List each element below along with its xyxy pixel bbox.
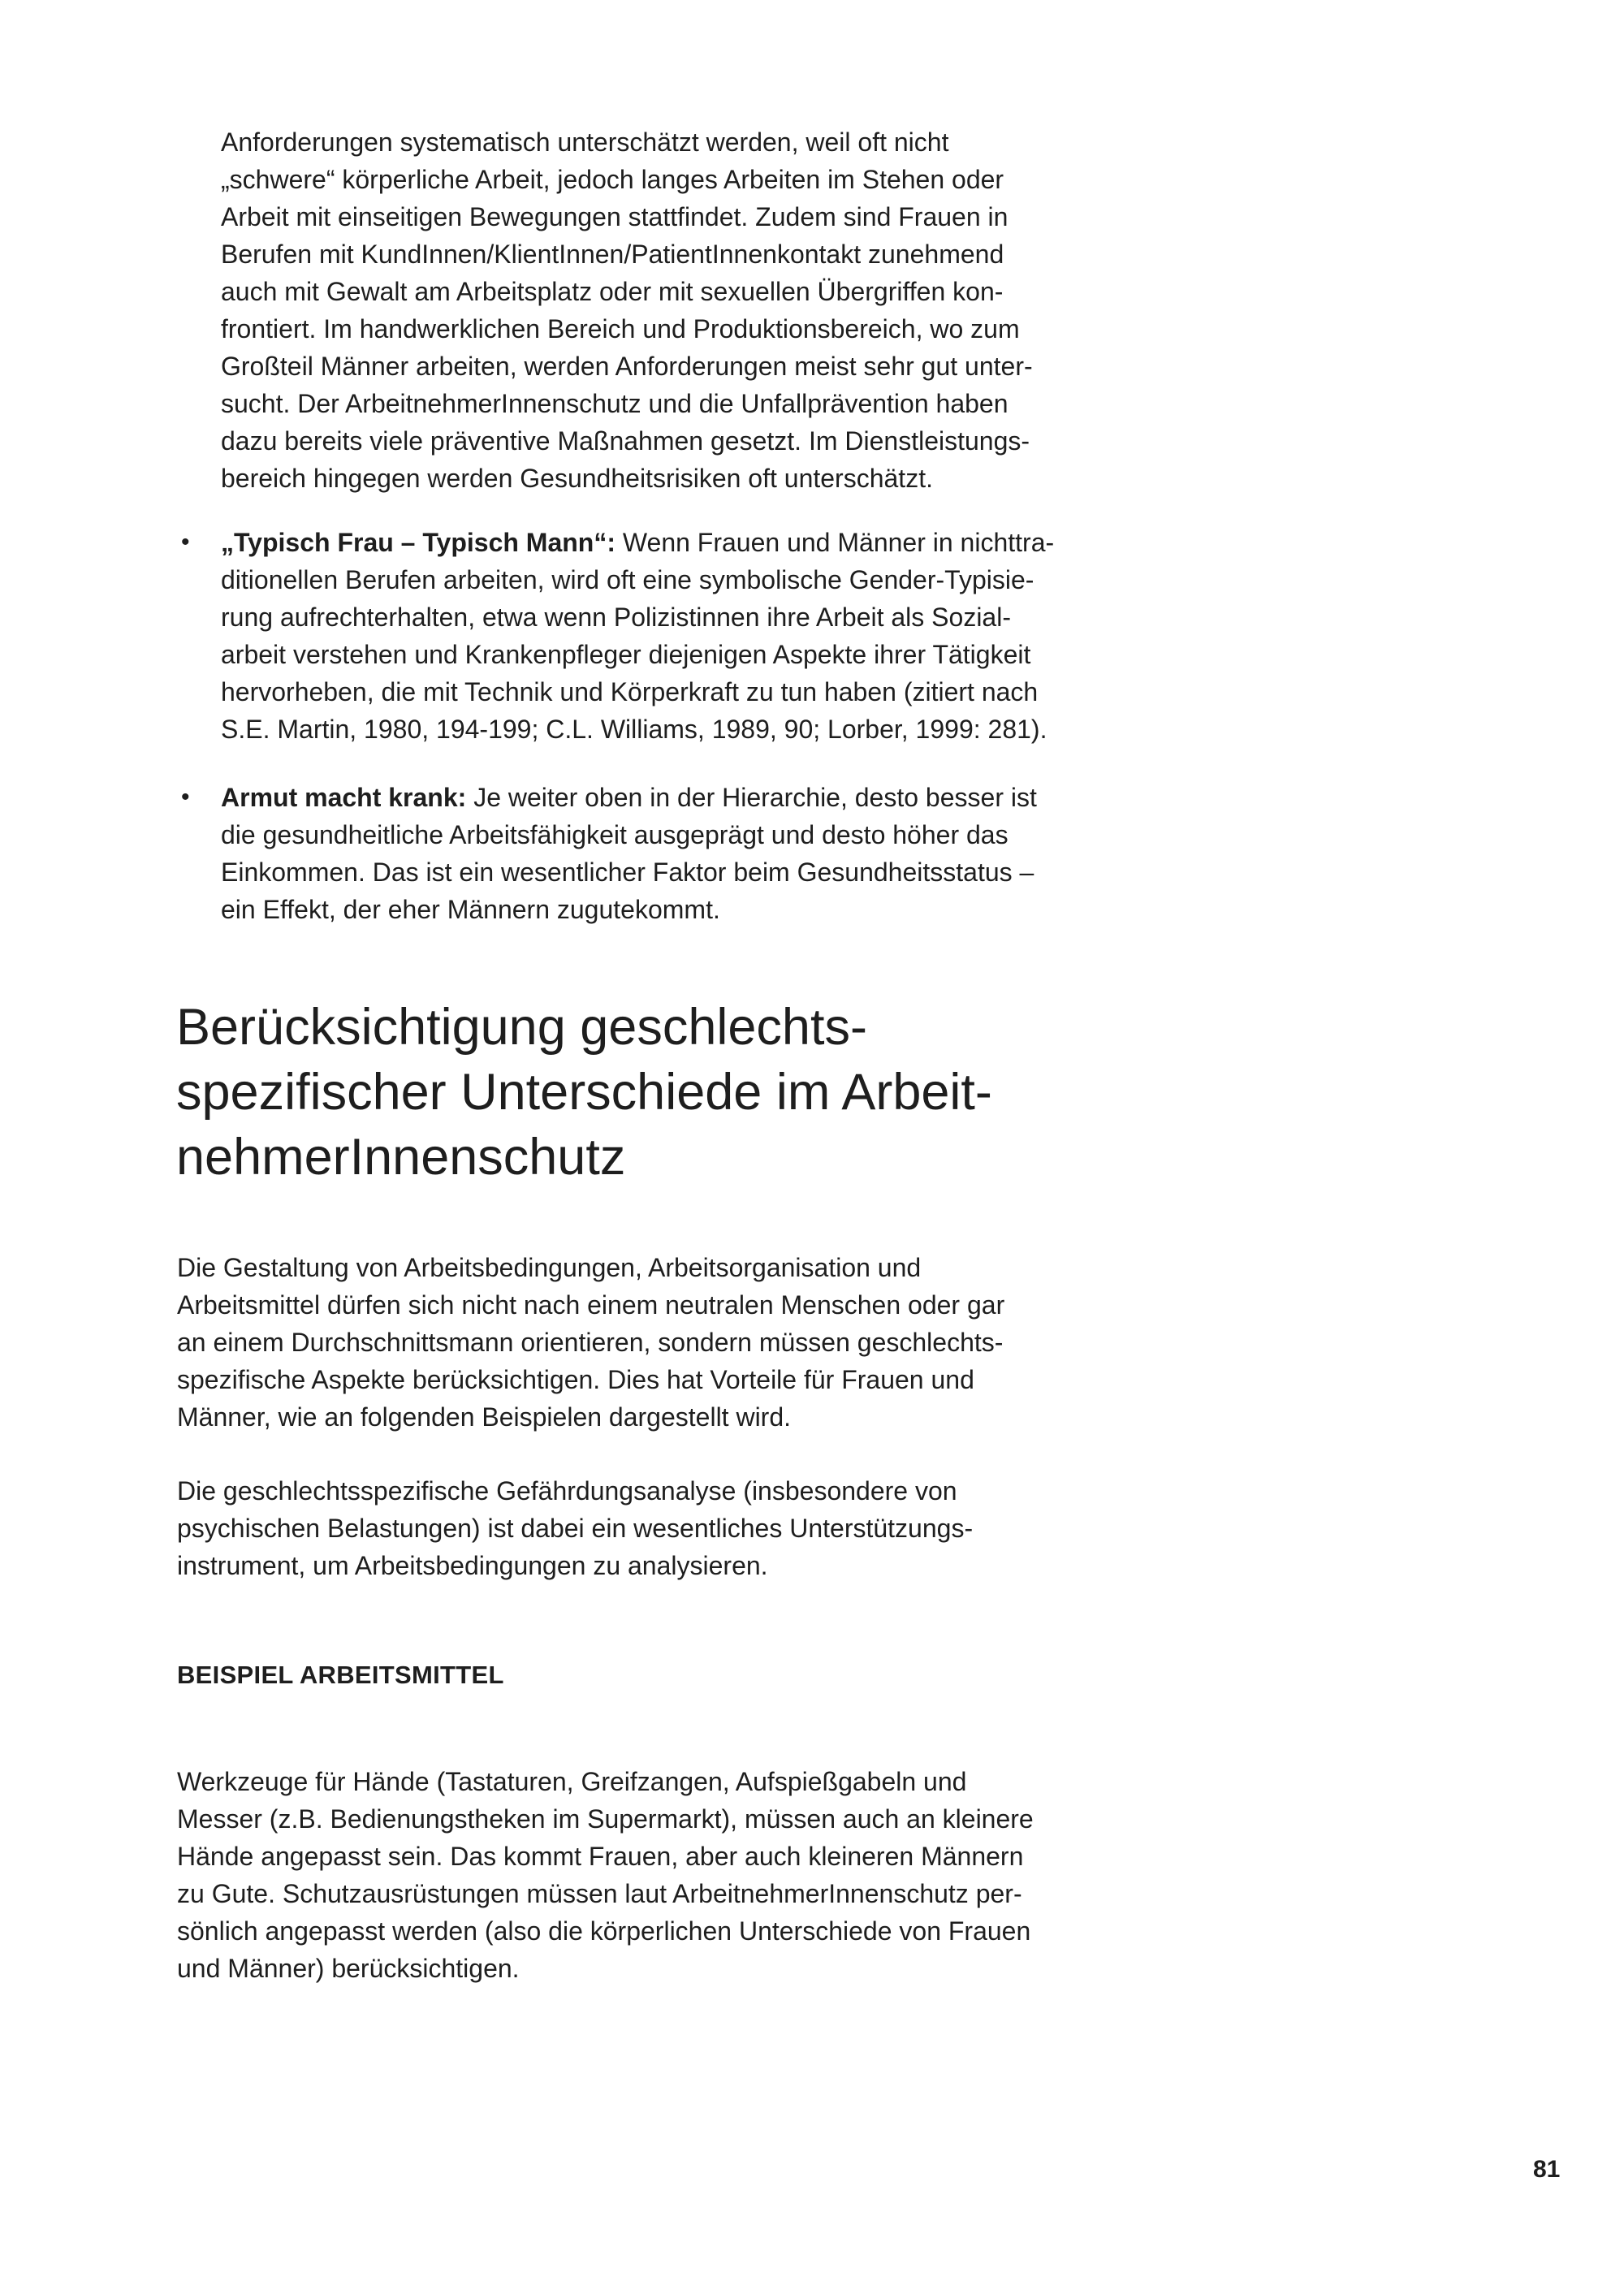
text-line: psychischen Belastungen) ist dabei ein wesentliches Unterstützungs- — [177, 1514, 974, 1543]
text-line: Arbeit mit einseitigen Bewegungen stattfindet. Zudem sind Frauen in — [221, 202, 1009, 231]
text-line — [221, 779, 1037, 816]
bullet-text — [221, 779, 1037, 928]
text-line — [221, 524, 1054, 561]
page-number: 81 — [1533, 2156, 1561, 2183]
text-line: Großteil Männer arbeiten, werden Anforderungen meist sehr gut unter- — [221, 352, 1033, 381]
bullet-first-line-rest: Je weiter oben in der Hierarchie, desto besser ist — [466, 783, 1037, 812]
text-line: an einem Durchschnittsmann orientieren, sondern müssen geschlechts- — [177, 1328, 1004, 1357]
text-line: Die geschlechtsspezifische Gefährdungsanalyse (insbesondere von — [177, 1476, 957, 1506]
bullet-marker: • — [181, 529, 190, 555]
text-line: „schwere“ körperliche Arbeit, jedoch langes Arbeiten im Stehen oder — [221, 165, 1004, 194]
intro-continuation-paragraph — [221, 123, 1033, 497]
paragraph-gefaehrdungsanalyse — [177, 1472, 973, 1584]
bullet-lead: „Typisch Frau – Typisch Mann“: — [221, 528, 615, 557]
text-line: Werkzeuge für Hände (Tastaturen, Greifzangen, Aufspießgabeln und — [177, 1767, 967, 1796]
text-line: Berufen mit KundInnen/KlientInnen/PatientInnenkontakt zunehmend — [221, 240, 1004, 269]
section-heading — [176, 995, 992, 1190]
text-line: Messer (z.B. Bedienungstheken im Supermarkt), müssen auch an kleinere — [177, 1804, 1034, 1834]
text-line: zu Gute. Schutzausrüstungen müssen laut ArbeitnehmerInnenschutz per- — [177, 1879, 1022, 1908]
text-line: Männer, wie an folgenden Beispielen dargestellt wird. — [177, 1402, 792, 1432]
text-line: und Männer) berücksichtigen. — [177, 1954, 520, 1983]
text-line: Anforderungen systematisch unterschätzt werden, weil oft nicht — [221, 127, 949, 157]
bullet-lead: Armut macht krank: — [221, 783, 467, 812]
text-line: die gesundheitliche Arbeitsfähigkeit ausgeprägt und desto höher das — [221, 820, 1009, 849]
text-line: ditionellen Berufen arbeiten, wird oft eine symbolische Gender-Typisie- — [221, 565, 1034, 594]
heading-line: spezifischer Unterschiede im Arbeit- — [176, 1064, 992, 1121]
text-line: ein Effekt, der eher Männern zugutekommt. — [221, 895, 720, 924]
text-line: arbeit verstehen und Krankenpfleger diejenigen Aspekte ihrer Tätigkeit — [221, 640, 1031, 669]
bullet-text — [221, 524, 1054, 748]
heading-line: nehmerInnenschutz — [176, 1129, 626, 1186]
text-line: S.E. Martin, 1980, 194-199; C.L. Williams, 1989, 90; Lorber, 1999: 281). — [221, 715, 1047, 744]
text-line: sönlich angepasst werden (also die körperlichen Unterschiede von Frauen — [177, 1916, 1031, 1946]
text-line: frontiert. Im handwerklichen Bereich und Produktionsbereich, wo zum — [221, 314, 1020, 343]
heading-line: Berücksichtigung geschlechts- — [176, 999, 867, 1056]
text-line: rung aufrechterhalten, etwa wenn Polizistinnen ihre Arbeit als Sozial- — [221, 603, 1011, 632]
text-line: spezifische Aspekte berücksichtigen. Dies hat Vorteile für Frauen und — [177, 1365, 974, 1394]
text-line: Die Gestaltung von Arbeitsbedingungen, Arbeitsorganisation und — [177, 1253, 922, 1282]
paragraph-gestaltung — [177, 1249, 1004, 1436]
text-line: dazu bereits viele präventive Maßnahmen gesetzt. Im Dienstleistungs- — [221, 426, 1030, 456]
bullet-first-line-rest: Wenn Frauen und Männer in nichttra- — [615, 528, 1055, 557]
bullet-marker: • — [181, 784, 190, 810]
text-line: auch mit Gewalt am Arbeitsplatz oder mit sexuellen Übergriffen kon- — [221, 277, 1004, 306]
text-line: sucht. Der ArbeitnehmerInnenschutz und die Unfallprävention haben — [221, 389, 1009, 418]
text-line: Einkommen. Das ist ein wesentlicher Faktor beim Gesundheitsstatus – — [221, 858, 1034, 887]
text-line: hervorheben, die mit Technik und Körperkraft zu tun haben (zitiert nach — [221, 677, 1039, 706]
paragraph-werkzeuge — [177, 1763, 1034, 1987]
text-line: bereich hingegen werden Gesundheitsrisiken oft unterschätzt. — [221, 464, 933, 493]
text-line: Arbeitsmittel dürfen sich nicht nach einem neutralen Menschen oder gar — [177, 1290, 1005, 1320]
text-line: instrument, um Arbeitsbedingungen zu analysieren. — [177, 1551, 768, 1580]
text-line: Hände angepasst sein. Das kommt Frauen, aber auch kleineren Männern — [177, 1842, 1024, 1871]
sub-heading-beispiel: BEISPIEL ARBEITSMITTEL — [177, 1661, 504, 1689]
